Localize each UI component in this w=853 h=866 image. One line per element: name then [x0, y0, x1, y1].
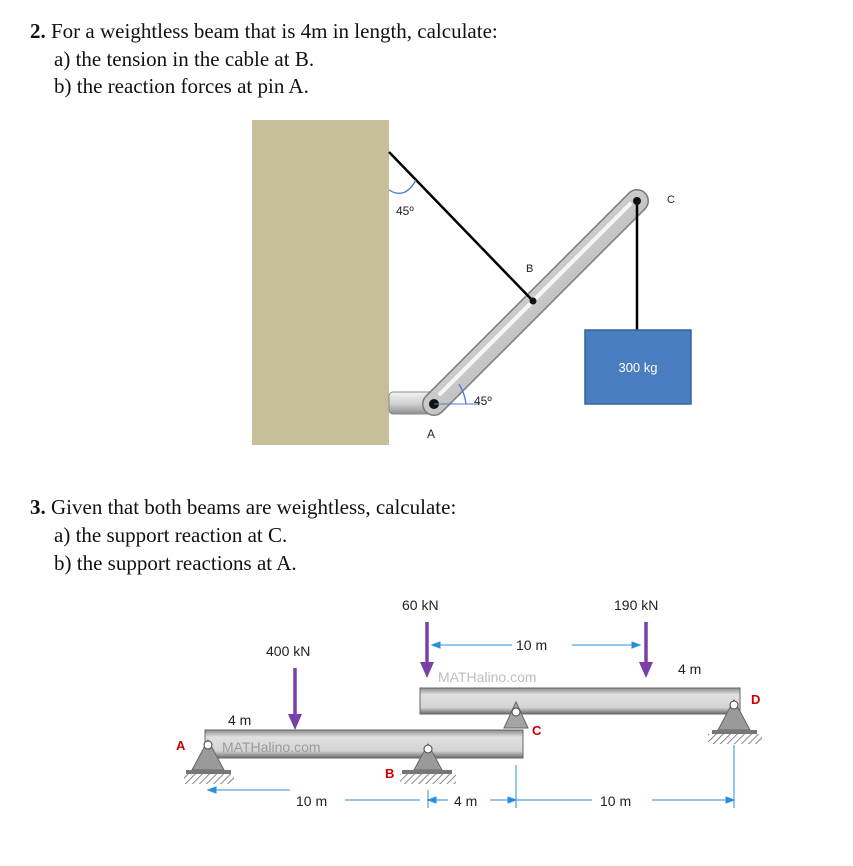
problem-2-part-a: a) the tension in the cable at B. — [54, 47, 315, 71]
load-arrow-60 — [420, 622, 434, 678]
problem-2-title: For a weightless beam that is 4m in length, calculate: — [51, 19, 498, 43]
label-a: A — [427, 427, 436, 441]
label-support-c: C — [532, 723, 542, 738]
mass-label: 300 kg — [618, 360, 658, 375]
label-c: C — [667, 194, 675, 206]
dim-label-10m-left: 10 m — [296, 793, 328, 809]
angle-label-bottom: 45º — [474, 394, 492, 408]
problem-3-title: Given that both beams are weightless, calculate: — [51, 495, 457, 519]
load-arrow-400 — [288, 668, 302, 730]
load-label-190: 190 kN — [614, 597, 659, 613]
problem-3-part-a: a) the support reaction at C. — [54, 523, 288, 547]
label-support-b: B — [385, 766, 395, 781]
dim-label-10m-right: 10 m — [600, 793, 632, 809]
upper-beam — [420, 688, 740, 714]
problem-3-number: 3. — [30, 495, 46, 519]
label-support-d: D — [751, 692, 761, 707]
dim-label-4m-bottom: 4 m — [454, 793, 478, 809]
problem-2-number: 2. — [30, 19, 46, 43]
label-support-a: A — [176, 738, 186, 753]
watermark-lower: MATHalino.com — [222, 739, 321, 755]
load-arrow-190 — [639, 622, 653, 678]
dim-label-4m-left: 4 m — [228, 712, 252, 728]
load-label-400: 400 kN — [266, 643, 311, 659]
dim-label-4m-right: 4 m — [678, 661, 702, 677]
dim-label-10m-top: 10 m — [516, 637, 548, 653]
problem-3-part-b: b) the support reactions at A. — [54, 551, 297, 575]
problem-2-part-b: b) the reaction forces at pin A. — [54, 74, 309, 98]
label-b: B — [526, 263, 534, 275]
dimension-lines — [208, 642, 734, 808]
angle-label-top: 45º — [396, 204, 414, 218]
watermark-upper: MATHalino.com — [438, 669, 537, 685]
load-label-60: 60 kN — [402, 597, 439, 613]
